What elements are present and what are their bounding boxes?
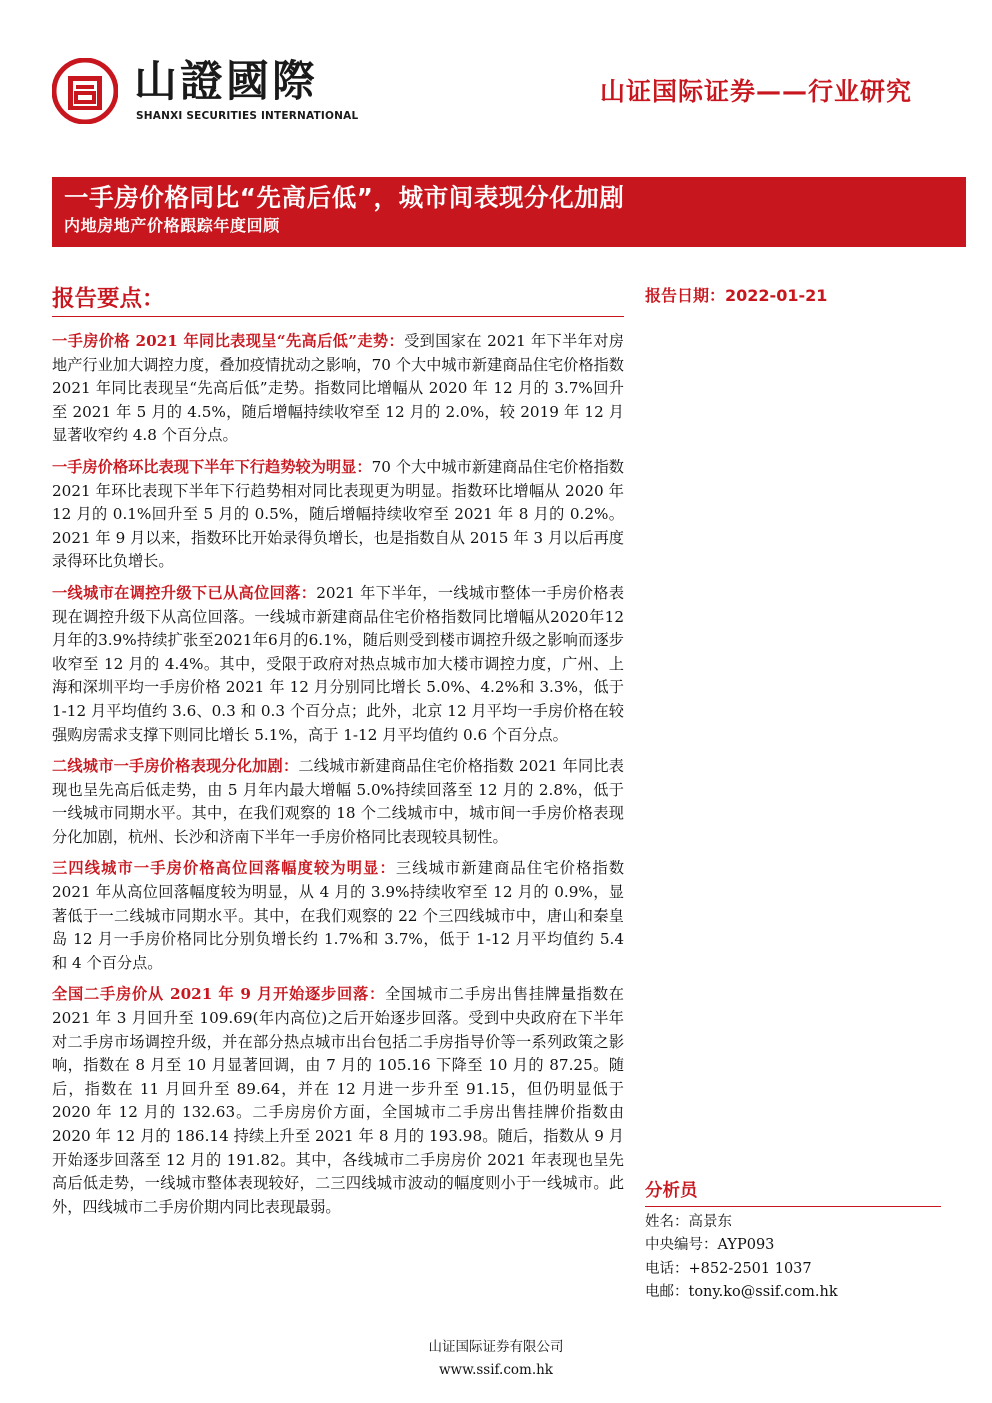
- report-date-label: 报告日期：: [645, 286, 726, 305]
- analyst-email-row: [645, 1281, 945, 1304]
- key-point-paragraph: [52, 582, 624, 747]
- key-point-lead: 一手房价格 2021 年同比表现呈“先高后低”走势：: [52, 332, 405, 350]
- analyst-name-row: [645, 1211, 945, 1234]
- key-point-text: 二线城市新建商品住宅价格指数 2021 年同比表现也呈先高后低走势，由 5 月年内最大增幅 5.0%持续回落至 12 月的 2.8%，低于一线城市同期水平。其中，在我们观察的 18 个二线城市中，城市间一手房价格表现分化加剧，杭州、长沙和济南下半年一手房价格同比表现较具韧性。: [52, 757, 624, 846]
- report-date-value: 2022-01-21: [725, 286, 828, 305]
- key-point-lead: 一手房价格环比表现下半年下行趋势较为明显：: [52, 457, 372, 476]
- section-divider: [52, 316, 624, 317]
- analyst-email-link[interactable]: tony.ko@ssif.com.hk: [688, 1284, 838, 1301]
- key-point-paragraph: [52, 857, 624, 975]
- key-point-lead: 二线城市一手房价格表现分化加剧：: [52, 757, 299, 776]
- company-tagline: 山证国际证券——行业研究: [599, 77, 912, 106]
- analyst-phone-row: [645, 1258, 945, 1281]
- title-banner: [52, 177, 966, 247]
- section-heading: 报告要点：: [52, 286, 165, 312]
- analyst-info: [645, 1180, 945, 1305]
- key-point-paragraph: [52, 755, 624, 849]
- logo-english-name: SHANXI SECURITIES INTERNATIONAL: [136, 110, 359, 122]
- key-point-text: 全国城市二手房出售挂牌量指数在 2021 年 3 月回升至 109.69(年内高位)之后开始逐步回落。受到中央政府在下半年对二手房市场调控升级，并在部分热点城市出台包括二手房指导价等一系列政策之影响，指数在 8 月至 10 月显著回调，由 7 月的 105.16 下降至 10 月的 87.25。随后，指数在 11 月回升至 89.64，并在 12 月进一步升至 91.15，但仍明显低于 2020 年 12 月的 132.63。二手房房价方面，全国城市二手房出售挂牌价指数由 2020 年 12 月的 186.14 持续上升至 2021 年 8 月的 193.98。随后，指数从 9 月开始逐步回落至 12 月的 191.82。其中，各线城市二手房房价 2021 年表现也呈先高后低走势，一线城市整体表现较好，二三四线城市波动的幅度则小于一线城市。此外，四线城市二手房价期内同比表现最弱。: [52, 985, 624, 1216]
- key-point-paragraph: [52, 456, 624, 574]
- key-points: [52, 330, 624, 1227]
- analyst-divider: [645, 1206, 941, 1207]
- footer-website-link[interactable]: www.ssif.com.hk: [439, 1362, 553, 1378]
- logo-chinese-name: 山證國際: [134, 57, 318, 107]
- footer-company: 山证国际证券有限公司: [428, 1339, 564, 1355]
- analyst-name-label: 姓名：: [645, 1214, 689, 1230]
- key-point-paragraph: [52, 330, 624, 448]
- analyst-id: AYP093: [717, 1237, 775, 1254]
- key-point-lead: 三四线城市一手房价格高位回落幅度较为明显：: [52, 859, 396, 878]
- report-date: [645, 283, 827, 306]
- key-point-text: 70 个大中城市新建商品住宅价格指数 2021 年环比表现下半年下行趋势相对同比表现更为明显。指数环比增幅从 2020 年 12 月的 0.1%回升至 5 月的 0.5%，随后增幅持续收窄至 2021 年 8 月的 0.2%。2021 年 9 月以来，指数环比开始录得负增长，也是指数自从 2015 年 3 月以后再度录得环比负增长。: [52, 457, 624, 571]
- key-point-text: 2021 年下半年，一线城市整体一手房价格表现在调控升级下从高位回落。一线城市新建商品住宅价格指数同比增幅从2020年12月年的3.9%持续扩张至2021年6月的6.1%，随后则受到楼市调控升级之影响而逐步收窄至 12 月的 4.4%。其中，受限于政府对热点城市加大楼市调控力度，广州、上海和深圳平均一手房价格 2021 年 12 月分别同比增长 5.0%、4.2%和 3.3%，低于 1-12 月平均值约 3.6、0.3 和 0.3 个百分点；此外，北京 12 月平均一手房价格在较强购房需求支撑下则同比增长 5.1%，高于 1-12 月平均值约 0.6 个百分点。: [52, 583, 625, 744]
- key-point-lead: 全国二手房价从 2021 年 9 月开始逐步回落：: [52, 985, 385, 1004]
- report-subtitle: 内地房地产价格跟踪年度回顾: [64, 216, 280, 235]
- analyst-id-label: 中央编号：: [645, 1237, 718, 1254]
- key-point-paragraph: [52, 983, 624, 1219]
- analyst-name: 高景东: [688, 1214, 732, 1230]
- key-point-lead: 一线城市在调控升级下已从高位回落：: [52, 583, 317, 602]
- company-logo: [52, 58, 382, 128]
- analyst-id-row: [645, 1234, 945, 1257]
- analyst-phone-label: 电话：: [645, 1260, 689, 1277]
- analyst-heading: 分析员: [645, 1181, 698, 1201]
- key-point-text: 受到国家在 2021 年下半年对房地产行业加大调控力度，叠加疫情扰动之影响，70 个大中城市新建商品住宅价格指数 2021 年同比表现呈“先高后低”走势。指数同比增幅从 2020 年 12 月的 3.7%回升至 2021 年 5 月的 4.5%，随后增幅持续收窄至 12 月的 2.0%，较 2019 年 12 月显著收窄约 4.8 个百分点。: [52, 332, 624, 445]
- logo-emblem-icon: [52, 58, 118, 124]
- analyst-email-label: 电邮：: [645, 1284, 689, 1301]
- report-title: 一手房价格同比“先高后低”，城市间表现分化加剧: [64, 183, 625, 212]
- key-point-text: 三线城市新建商品住宅价格指数 2021 年从高位回落幅度较为明显，从 4 月的 3.9%持续收窄至 12 月的 0.9%，显著低于一二线城市同期水平。其中，在我们观察的 22 个三四线城市中，唐山和秦皇岛 12 月一手房价格同比分别负增长约 1.7%和 3.7%，低于 1-12 月平均值约 5.4 和 4 个百分点。: [52, 859, 625, 972]
- analyst-phone: +852-2501 1037: [688, 1260, 812, 1277]
